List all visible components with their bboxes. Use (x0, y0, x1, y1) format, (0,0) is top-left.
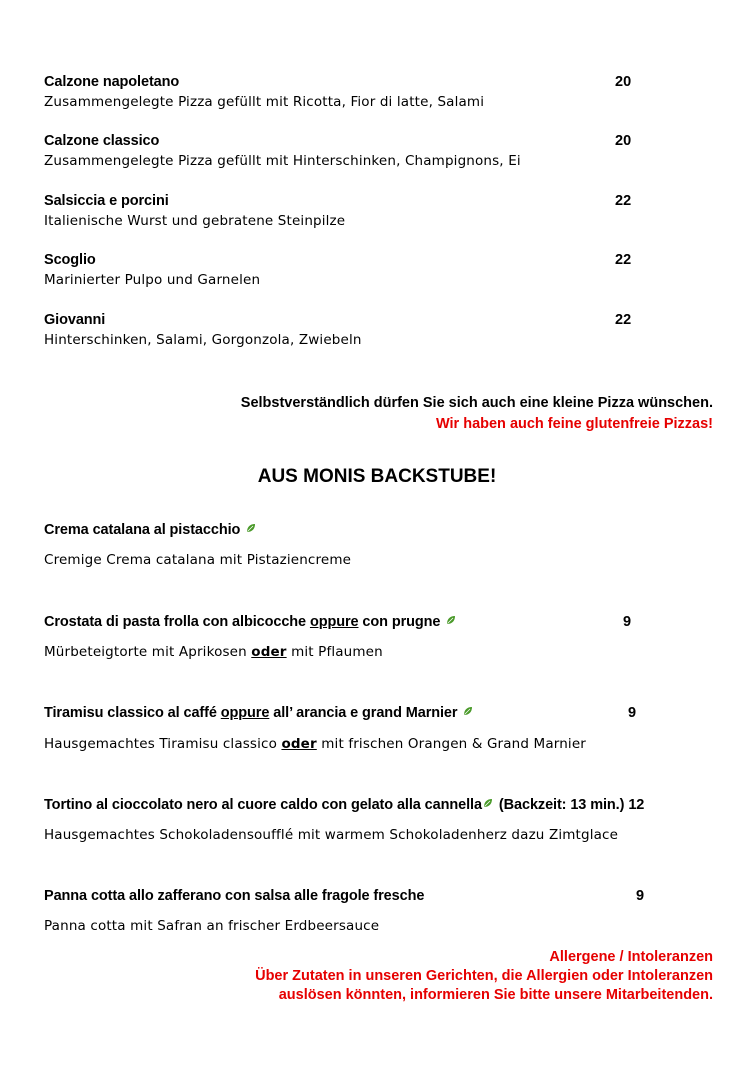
small-pizza-note: Selbstverständlich dürfen Sie sich auch eine kleine Pizza wünschen. (240, 395, 713, 411)
glutenfree-note: Wir haben auch feine glutenfreie Pizzas! (435, 416, 713, 432)
item-name: Tortino al cioccolato nero al cuore caldo con gelato alla cannella (Backzeit: 13 min.) 12 (44, 797, 645, 813)
item-description: Zusammengelegte Pizza gefüllt mit Ricotta, Fior di latte, Salami (44, 94, 485, 110)
item-description: Marinierter Pulpo und Garnelen (44, 272, 261, 288)
item-name: Crostata di pasta frolla con albicocche oppure con prugne (44, 614, 456, 630)
item-price: 20 (615, 133, 632, 149)
item-description: Cremige Crema catalana mit Pistaziencreme (44, 552, 352, 568)
item-name: Tiramisu classico al caffé oppure all’ arancia e grand Marnier (44, 705, 473, 721)
item-name: Giovanni (44, 312, 106, 328)
item-description: Hinterschinken, Salami, Gorgonzola, Zwiebeln (44, 332, 362, 348)
item-price: 22 (615, 312, 632, 328)
bake-time: (Backzeit: 13 min.) (498, 797, 625, 813)
item-name: Scoglio (44, 252, 96, 268)
item-description: Italienische Wurst und gebratene Steinpilze (44, 213, 346, 229)
item-name: Calzone napoletano (44, 74, 180, 90)
allergy-line: auslösen könnten, informieren Sie bitte unsere Mitarbeitenden. (278, 987, 713, 1003)
item-price: 12 (628, 797, 645, 813)
item-price: 9 (623, 614, 632, 630)
allergy-notice (255, 948, 713, 1005)
item-description: Mürbeteigtorte mit Aprikosen oder mit Pflaumen (44, 644, 383, 660)
leaf-icon (463, 706, 473, 716)
item-description: Hausgemachtes Tiramisu classico oder mit frischen Orangen & Grand Marnier (44, 736, 586, 752)
allergy-line: Über Zutaten in unseren Gerichten, die Allergien oder Intoleranzen (255, 968, 713, 984)
item-price: 9 (628, 705, 637, 721)
item-price: 9 (636, 888, 645, 904)
item-price: 22 (615, 252, 632, 268)
section-heading: AUS MONIS BACKSTUBE! (257, 466, 497, 487)
item-name: Calzone classico (44, 133, 160, 149)
item-description: Hausgemachtes Schokoladensoufflé mit warmem Schokoladenherz dazu Zimtglace (44, 827, 619, 843)
item-description: Zusammengelegte Pizza gefüllt mit Hinterschinken, Champignons, Ei (44, 153, 521, 169)
leaf-icon (483, 798, 493, 808)
leaf-icon (246, 523, 256, 533)
leaf-icon (446, 615, 456, 625)
item-description: Panna cotta mit Safran an frischer Erdbeersauce (44, 918, 380, 934)
item-price: 20 (615, 74, 632, 90)
allergy-title: Allergene / Intoleranzen (549, 949, 713, 965)
item-price: 22 (615, 193, 632, 209)
item-name: Salsiccia e porcini (44, 193, 169, 209)
item-name: Panna cotta allo zafferano con salsa alle fragole fresche (44, 888, 425, 904)
item-name: Crema catalana al pistacchio (44, 522, 256, 538)
